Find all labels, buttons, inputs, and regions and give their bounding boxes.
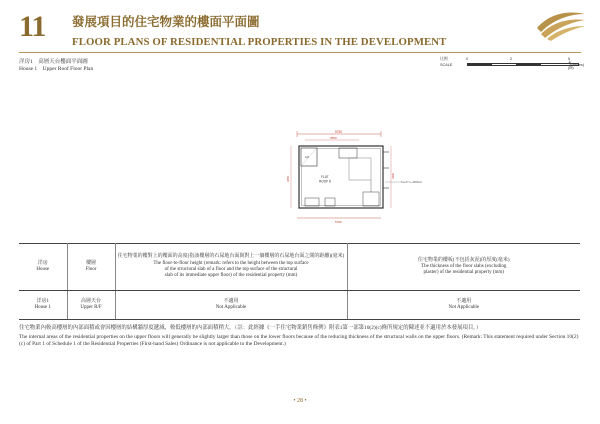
note-en: The internal areas of the residential properties on the upper floors will generally be slightly larger than those on the lower floors because of the reducing thickness of the structural walls on the upper floors. (Remark: This statement required under Section 10(2)(c) of Part 1 of Schedule 1 of the Residential Properties (First-hand Sales) Ordinance is not applicable to the Development.): [19, 334, 579, 348]
header-divider: [19, 52, 581, 53]
header-house: 洋房 House: [19, 244, 67, 291]
header-floor: 樓層 Floor: [67, 244, 115, 291]
plan-dim-top: 5750: [335, 130, 343, 134]
page-number: • 28 •: [293, 398, 307, 404]
page-title-en: FLOOR PLANS OF RESIDENTIAL PROPERTIES IN THE DEVELOPMENT: [72, 36, 447, 48]
scale-unit-note: (Metres): [570, 63, 585, 67]
header-slab-thickness: 住宅物業的樓板(不包括灰泥)的厚度(毫米) The thickness of the floor slabs (excluding plaster) of the residential property (mm): [347, 244, 580, 291]
scale-label-zh: 比例: [440, 57, 448, 61]
plan-dim-left: 3450: [286, 175, 290, 182]
cell-floor: 高層天台 Upper R/F: [67, 291, 115, 320]
plan-level-note: SL+67.1-+6000+0: [401, 181, 422, 184]
scale-label-en: SCALE: [440, 63, 453, 67]
scale-bar-graphic: [467, 63, 579, 66]
plan-dim-top-inner: 3550: [330, 136, 337, 140]
cell-floor-height: 不適用 Not Applicable: [115, 291, 347, 320]
plan-room-label-2: ROOF 8: [319, 179, 331, 184]
plan-room-label-1: FLAT: [321, 175, 329, 179]
plan-dim-bottom: 5750: [335, 220, 342, 224]
floor-plan-drawing: [285, 128, 435, 226]
plan-dim-right: 3300: [391, 172, 395, 179]
floor-height-table: [19, 243, 580, 320]
note-zh: 住宅物業內較高樓層的內部面積或會因樓層的結構牆厚度遞減，較低樓層的內部面積稍大。（註：此經據《一手住宅物業銷售條例》附表1第一部第10(2)(c)條所規定的陳述並不適用於本發展項目。）: [19, 325, 482, 331]
brand-swoosh-logo: [535, 8, 587, 42]
chapter-number: 11: [19, 10, 46, 43]
plan-label-zh: 洋房1 高層天台樓面平面圖: [19, 59, 88, 65]
table-row: [19, 291, 580, 320]
plan-hatch-label: LR: [305, 155, 309, 159]
cell-slab-thickness: 不適用 Not Applicable: [347, 291, 580, 320]
plan-label-en: House 1 Upper Roof Floor Plan: [19, 66, 94, 72]
cell-house: 洋房1 House 1: [19, 291, 67, 320]
scale-tick-5: 5米(M): [568, 57, 574, 70]
header-floor-height: 住宅物業的樓對上的樓面的高度(指該樓層的石屎地台面與對上一個樓層的石屎地台面之間的距離)(毫米) The floor-to-floor height (remark: refers to the height between the top surface of the structural slab of a floor and the top surface of the structural slab of its immediate upper floor) of the residential property (mm): [115, 244, 347, 291]
page-title-zh: 發展項目的住宅物業的樓面平面圖: [72, 15, 260, 29]
scale-tick-0: 0: [466, 57, 469, 61]
scale-tick-2: 2: [510, 57, 513, 61]
table-header-row: [19, 244, 580, 291]
